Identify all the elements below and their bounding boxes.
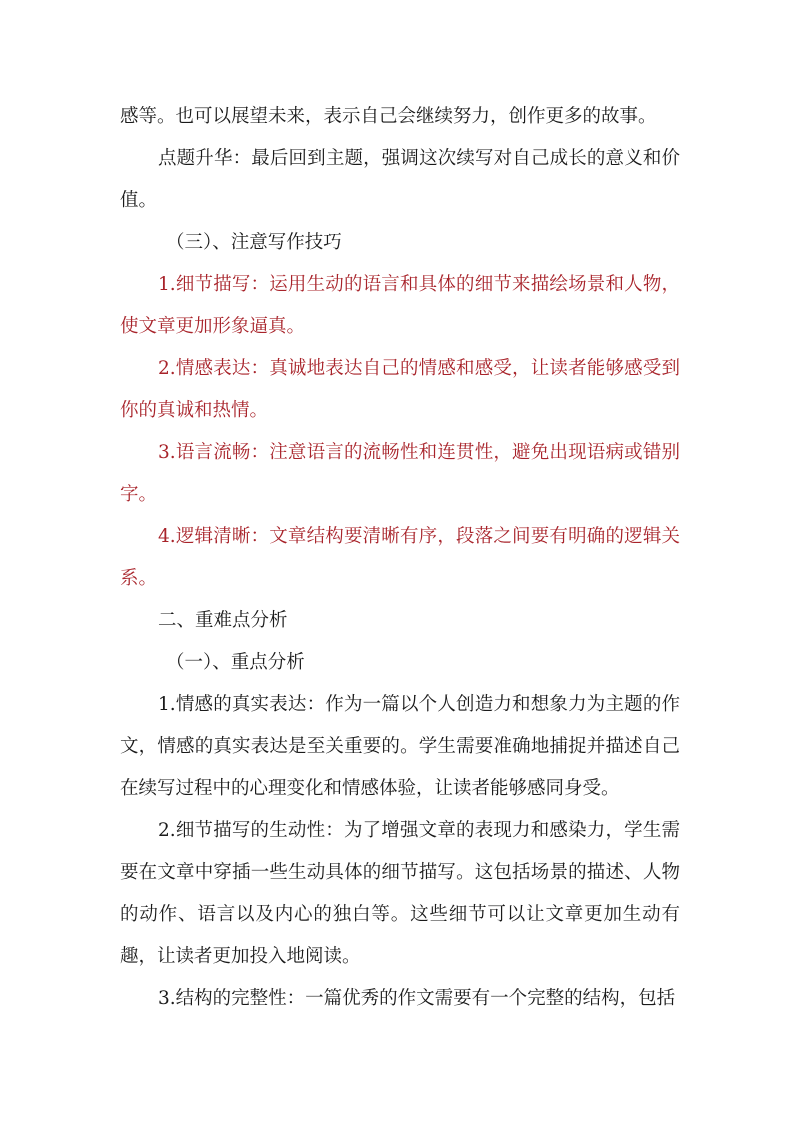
technique-emotional-expression: 2.情感表达：真诚地表达自己的情感和感受，让读者能够感受到你的真诚和热情。 (120, 358, 680, 421)
document-body (120, 96, 680, 1020)
key-point-authentic-emotion: 1.情感的真实表达：作为一篇以个人创造力和想象力为主题的作文，情感的真实表达是至关重要的。学生需要准确地捕捉并描述自己在续写过程中的心理变化和情感体验，让读者能够感同身受。 (120, 694, 680, 799)
subsection-heading-key-points: （一）、重点分析 (166, 652, 305, 673)
key-point-vivid-details: 2.细节描写的生动性：为了增强文章的表现力和感染力，学生需要在文章中穿插一些生动具体的细节描写。这包括场景的描述、人物的动作、语言以及内心的独白等。这些细节可以让文章更加生动有趣，让读者更加投入地阅读。 (120, 820, 680, 967)
paragraph-theme-elevation: 点题升华：最后回到主题，强调这次续写对自己成长的意义和价值。 (120, 148, 680, 211)
technique-detail-description: 1.细节描写：运用生动的语言和具体的细节来描绘场景和人物，使文章更加形象逼真。 (120, 274, 680, 337)
key-point-structural-integrity: 3.结构的完整性：一篇优秀的作文需要有一个完整的结构，包括 (158, 988, 676, 1009)
section-heading-writing-techniques: （三）、注意写作技巧 (166, 232, 342, 253)
section-heading-key-difficulties: 二、重难点分析 (158, 610, 288, 631)
technique-fluent-language: 3.语言流畅：注意语言的流畅性和连贯性，避免出现语病或错别字。 (120, 442, 680, 505)
paragraph-closing-continuation: 感等。也可以展望未来，表示自己会继续努力，创作更多的故事。 (120, 106, 657, 127)
technique-clear-logic: 4.逻辑清晰：文章结构要清晰有序，段落之间要有明确的逻辑关系。 (120, 526, 680, 589)
